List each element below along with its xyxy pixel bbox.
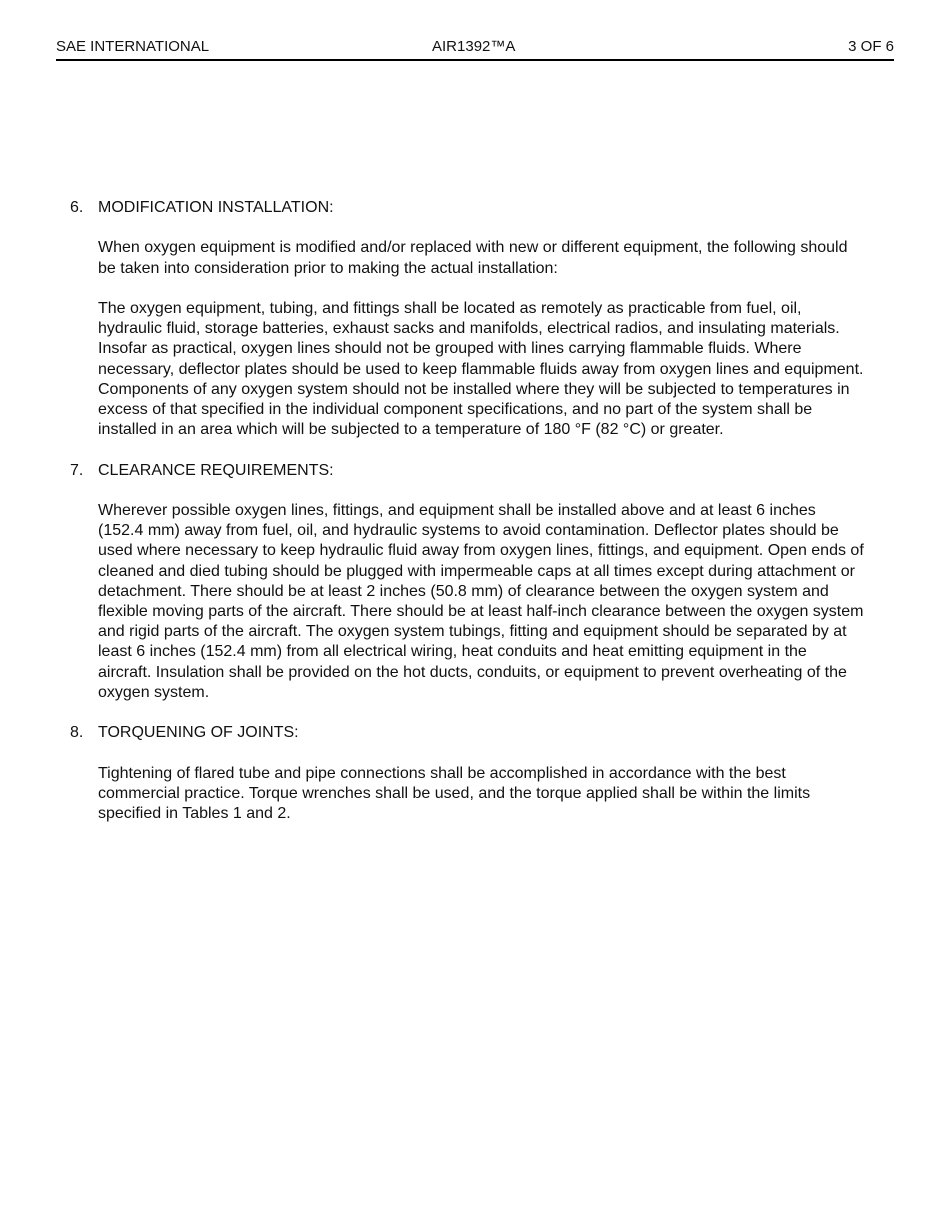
section-number: 7.: [70, 461, 84, 479]
section-number: 8.: [70, 724, 84, 742]
section-heading: [70, 723, 870, 743]
section-torquening-of-joints: [70, 723, 870, 824]
paragraph: Tightening of flared tube and pipe connections shall be accomplished in accordance with the best commercial practice. Torque wrenches shall be used, and the torque applied shall be within the limits specified in Tables 1 and 2.: [98, 764, 811, 822]
paragraph: When oxygen equipment is modified and/or replaced with new or different equipment, the following should be taken into consideration prior to making the actual installation:: [98, 239, 848, 277]
section-title: CLEARANCE REQUIREMENTS:: [98, 461, 334, 479]
page-header: [56, 38, 894, 61]
section-heading: [70, 198, 870, 218]
paragraph: The oxygen equipment, tubing, and fittings shall be located as remotely as practicable from fuel, oil, hydraulic fluid, storage batteries, exhaust sacks and manifolds, electrical radios, and insulating materials. Insofar as practical, oxygen lines should not be grouped with lines carrying flammable fluids. Where necessary, deflector plates should be used to keep flammable fluids away from oxygen lines and equipment. Components of any oxygen system should not be installed where they will be subjected to temperatures in excess of that specified in the individual component specifications, and no part of the system shall be installed in an area which will be subjected to a temperature of 180 °F (82 °C) or greater.: [98, 299, 864, 439]
section-title: TORQUENING OF JOINTS:: [98, 724, 299, 742]
header-document-number: AIR1392™A: [432, 38, 516, 55]
section-heading: [70, 461, 870, 481]
section-clearance-requirements: [70, 461, 870, 703]
paragraph: Wherever possible oxygen lines, fittings, and equipment shall be installed above and at least 6 inches (152.4 mm) away from fuel, oil, and hydraulic systems to avoid contamination. Deflector plates should be used where necessary to keep hydraulic fluid away from oxygen lines, fittings, and equipment. Open ends of cleaned and died tubing should be plugged with impermeable caps at all times except during attachment or detachment. There should be at least 2 inches (50.8 mm) of clearance between the oxygen system and flexible moving parts of the aircraft. There should be at least half-inch clearance between the oxygen system and rigid parts of the aircraft. The oxygen system tubings, fitting and equipment should be separated by at least 6 inches (152.4 mm) from all electrical wiring, heat conduits and heat emitting equipment in the aircraft. Insulation shall be provided on the hot ducts, conduits, or equipment to prevent overheating of the oxygen system.: [98, 501, 864, 701]
header-page-number: 3 OF 6: [848, 38, 894, 55]
section-number: 6.: [70, 199, 84, 216]
document-body: [70, 198, 870, 844]
section-title: MODIFICATION INSTALLATION:: [98, 199, 334, 216]
header-organization: SAE INTERNATIONAL: [56, 38, 210, 55]
section-modification-installation: [70, 198, 870, 440]
